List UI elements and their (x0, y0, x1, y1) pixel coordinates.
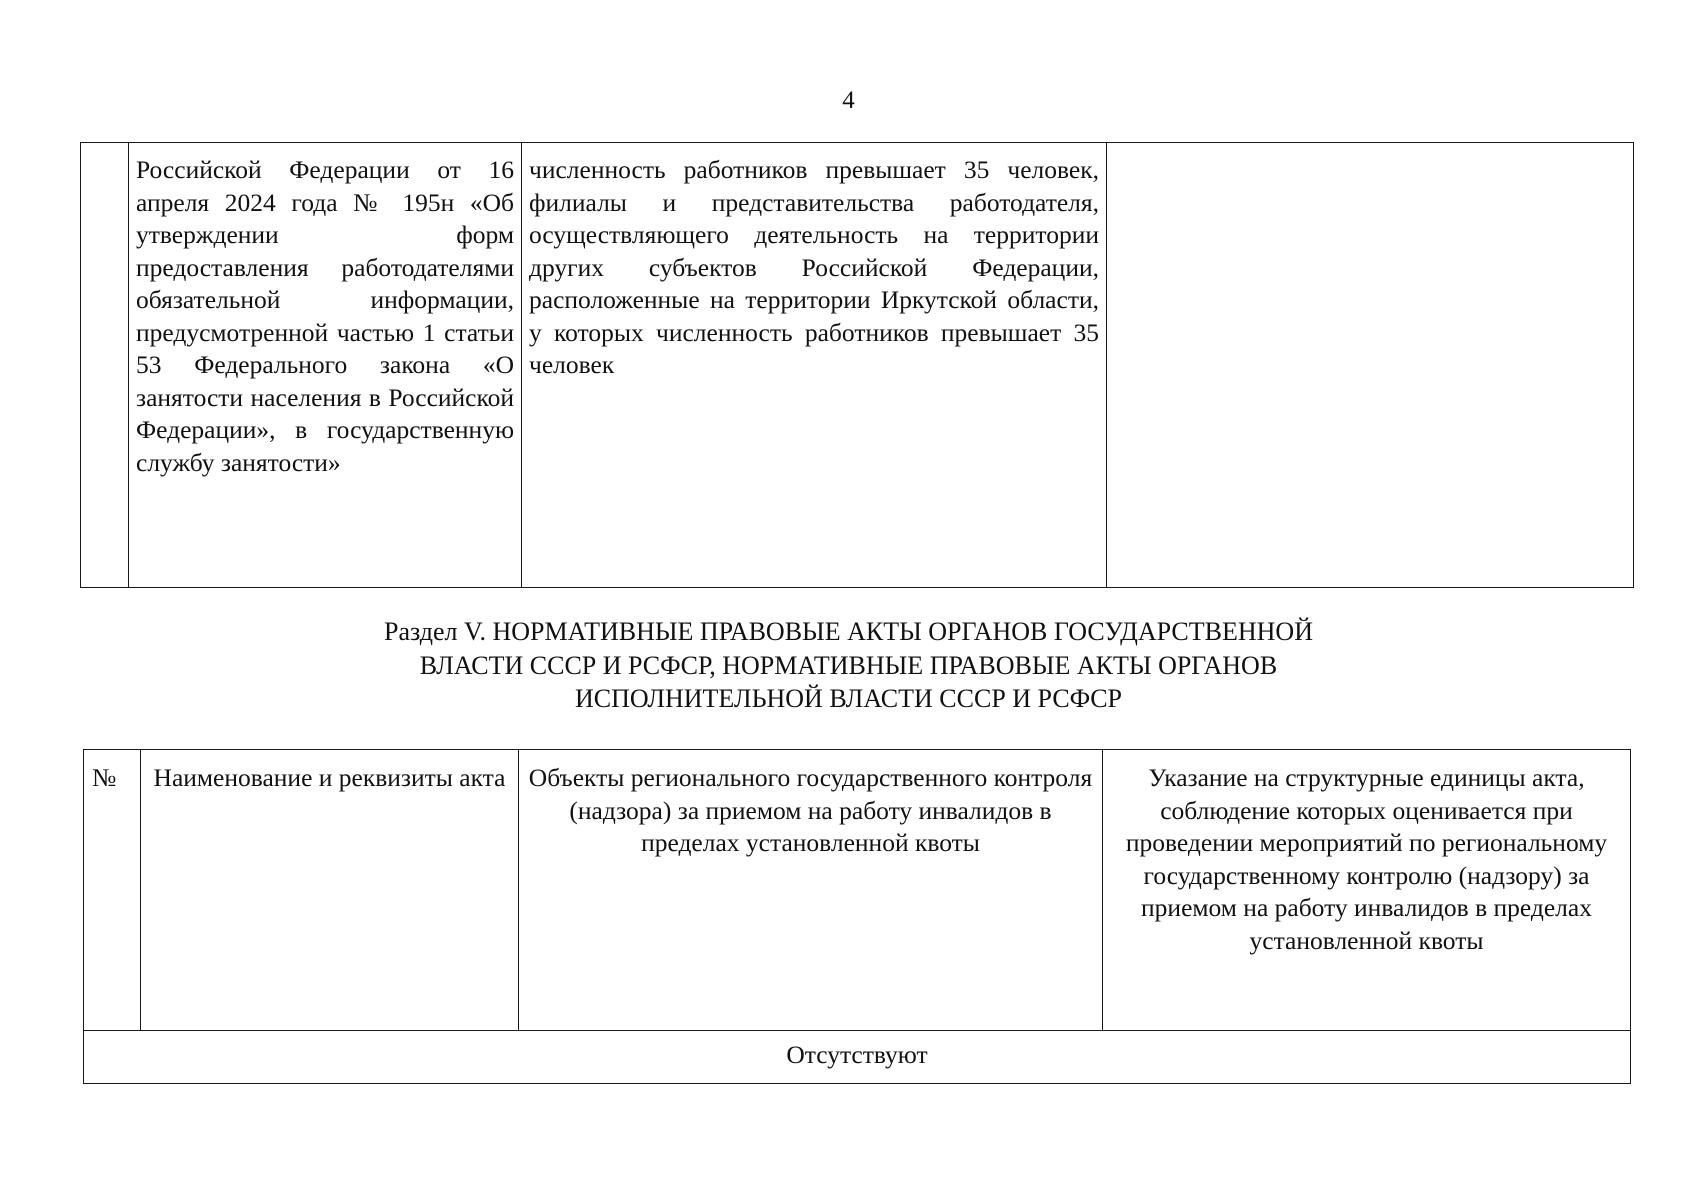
control-objects-cell: численность работников превышает 35 человек, филиалы и представительства работодателя, осуществляющего деятельность на территории других субъектов Российской Федерации, расположенные на территории Иркутской области, у которых численность работников превышает 35 человек (522, 143, 1107, 588)
header-number: № (84, 750, 141, 1031)
structural-units-cell (1107, 143, 1634, 588)
continuation-table (80, 142, 1634, 588)
section-heading-line: ИСПОЛНИТЕЛЬНОЙ ВЛАСТИ СССР И РСФСР (574, 684, 1123, 713)
header-control-objects: Объекты регионального государственного контроля (надзора) за приемом на работу инвалидов в пределах установленной квоты (519, 750, 1103, 1031)
table-row (84, 1031, 1631, 1084)
section-heading-line: Раздел V. НОРМАТИВНЫЕ ПРАВОВЫЕ АКТЫ ОРГАНОВ ГОСУДАРСТВЕННОЙ (383, 617, 1313, 646)
act-name-cell: Российской Федерации от 16 апреля 2024 года № 195н «Об утверждении форм предоставления работодателями обязательной информации, предусмотренной частью 1 статьи 53 Федерального закона «О занятости населения в Российской Федерации», в государственную службу занятости» (129, 143, 522, 588)
absent-cell: Отсутствуют (84, 1031, 1631, 1084)
section-heading (0, 615, 1697, 716)
number-cell (81, 143, 129, 588)
acts-table (83, 749, 1631, 1084)
page-number: 4 (842, 87, 855, 114)
table-header-row (84, 750, 1631, 1031)
section-heading-line: ВЛАСТИ СССР И РСФСР, НОРМАТИВНЫЕ ПРАВОВЫЕ АКТЫ ОРГАНОВ (419, 650, 1278, 680)
header-structural-units: Указание на структурные единицы акта, соблюдение которых оценивается при проведении мероприятий по региональному государственному контролю (надзору) за приемом на работу инвалидов в пределах установленной квоты (1103, 750, 1631, 1031)
table-row (81, 143, 1634, 588)
header-act-name: Наименование и реквизиты акта (141, 750, 519, 1031)
